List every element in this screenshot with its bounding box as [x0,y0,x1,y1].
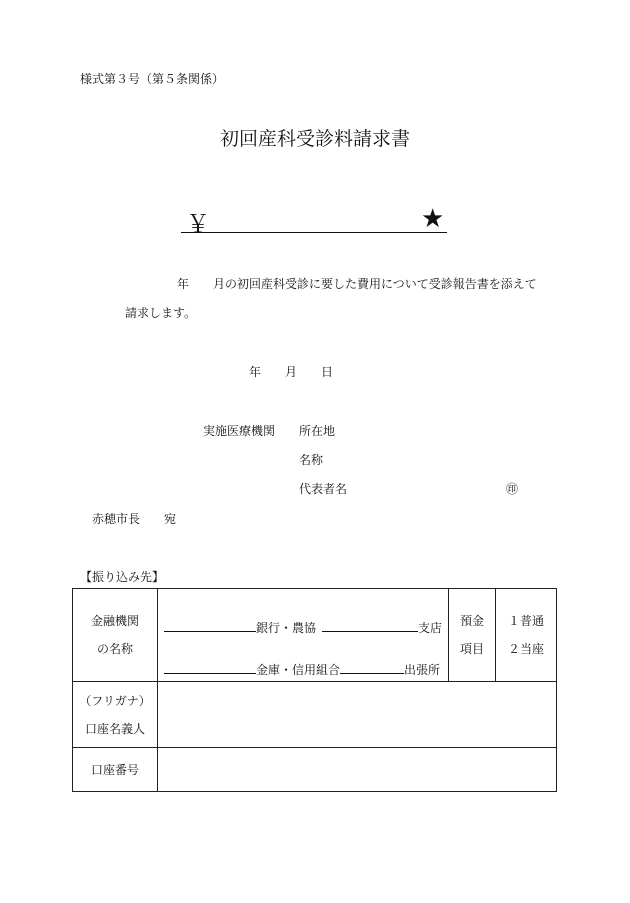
representative-label: 代表者名 [299,482,348,496]
bank-section-heading: 【振り込み先】 [80,570,165,584]
shinkin-name-blank[interactable] [164,661,256,674]
deposit-option-ordinary[interactable]: １普通 [507,614,544,628]
deposit-type-label-cell [449,589,496,682]
shinkin-line [164,661,440,678]
bank-line [164,619,442,636]
holder-name-input[interactable] [158,682,557,748]
date-field[interactable]: 年 月 日 [249,365,334,379]
deposit-label-2: 項目 [459,642,484,656]
account-number-label: 口座番号 [90,762,139,777]
bank-name-blank[interactable] [164,619,256,632]
office-name-blank[interactable] [340,661,404,674]
office-text: 出張所 [404,663,441,677]
furigana-label: （フリガナ） [79,693,151,708]
name-label: 名称 [299,453,324,467]
institution-label: 実施医療機関 [203,424,276,438]
institution-name-label-cell [73,589,158,682]
star-icon: ★ [421,204,445,234]
addressee: 赤穂市長 宛 [92,512,177,526]
institution-name-input[interactable] [158,589,449,682]
branch-text: 支店 [418,621,443,635]
shinkin-text: 金庫・信用組合 [256,663,341,677]
bank-transfer-table [72,588,557,792]
account-number-label-cell [73,748,158,792]
amount-field[interactable] [181,232,447,233]
institution-name-label-1: 金融機関 [90,614,139,628]
request-text-line-1: 年 月の初回産科受診に要した費用について受診報告書を添えて [177,277,537,291]
deposit-label-1: 預金 [459,614,484,628]
deposit-option-current[interactable]: ２当座 [507,642,544,656]
holder-label-cell [73,682,158,748]
request-text-line-2: 請求します。 [125,306,197,320]
form-number: 様式第３号（第５条関係） [80,72,225,86]
account-number-input[interactable] [158,748,557,792]
holder-label: 口座名義人 [84,721,145,736]
yen-symbol: ￥ [186,210,210,238]
bank-text: 銀行・農協 [256,621,317,635]
seal-mark: ㊞ [506,482,519,496]
institution-name-label-2: の名称 [96,642,133,656]
address-label: 所在地 [299,424,336,438]
deposit-type-options[interactable] [496,589,557,682]
document-title: 初回産科受診料請求書 [219,128,410,150]
branch-name-blank[interactable] [322,619,418,632]
